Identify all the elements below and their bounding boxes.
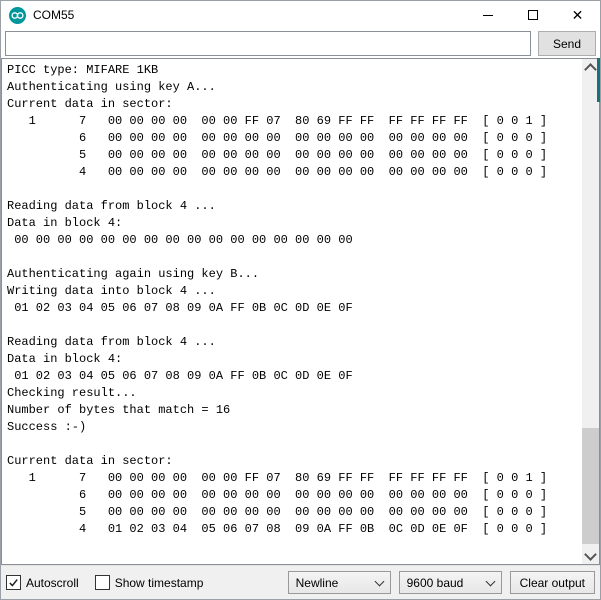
minimize-button[interactable]	[465, 1, 510, 29]
scrollbar-thumb[interactable]	[582, 428, 599, 544]
minimize-icon	[483, 15, 493, 16]
autoscroll-checkbox-group[interactable]	[6, 575, 79, 590]
line-ending-select[interactable]	[288, 571, 391, 594]
chevron-up-icon	[584, 63, 597, 76]
timestamp-label: Show timestamp	[114, 575, 204, 590]
console-line: Writing data into block 4 ...	[7, 284, 216, 298]
console-line: Authenticating using key A...	[7, 80, 216, 94]
console-line	[7, 317, 582, 334]
serial-input[interactable]	[5, 31, 531, 56]
console-line: Number of bytes that match = 16	[7, 403, 231, 417]
console-line: Reading data from block 4 ...	[7, 335, 216, 349]
console-line: 01 02 03 04 05 06 07 08 09 0A FF 0B 0C 0D 0E 0F	[7, 301, 353, 315]
console-line: Success :-)	[7, 420, 87, 434]
console-line: 1 7 00 00 00 00 00 00 FF 07 80 69 FF FF FF FF FF FF [ 0 0 1 ]	[7, 471, 548, 485]
autoscroll-checkbox[interactable]	[6, 575, 21, 590]
console-line: Current data in sector:	[7, 454, 173, 468]
background-window-edge	[597, 58, 600, 102]
close-icon: ✕	[571, 7, 584, 23]
checkmark-icon	[8, 577, 19, 588]
console-line	[7, 181, 582, 198]
console-line: 1 7 00 00 00 00 00 00 FF 07 80 69 FF FF FF FF FF FF [ 0 0 1 ]	[7, 114, 548, 128]
console-line: Data in block 4:	[7, 352, 123, 366]
console-panel	[1, 58, 600, 565]
baud-rate-value: 9600 baud	[406, 575, 464, 590]
send-button[interactable]: Send	[538, 31, 596, 56]
chevron-down-icon	[584, 548, 597, 561]
console-line: 01 02 03 04 05 06 07 08 09 0A FF 0B 0C 0D 0E 0F	[7, 369, 353, 383]
title-bar	[1, 1, 600, 29]
window-controls	[465, 1, 600, 29]
console-line	[7, 249, 582, 266]
send-bar	[1, 29, 600, 58]
console-output[interactable]	[2, 60, 582, 564]
console-line	[7, 436, 582, 453]
console-line: Current data in sector:	[7, 97, 173, 111]
clear-output-button[interactable]: Clear output	[510, 571, 595, 594]
console-line: Checking result...	[7, 386, 137, 400]
console-line: 6 00 00 00 00 00 00 00 00 00 00 00 00 00 00 00 00 [ 0 0 0 ]	[7, 131, 548, 145]
close-button[interactable]	[555, 1, 600, 29]
maximize-button[interactable]	[510, 1, 555, 29]
arduino-icon	[9, 7, 26, 24]
console-line: Authenticating again using key B...	[7, 267, 260, 281]
scroll-down-button[interactable]	[582, 547, 599, 564]
chevron-down-icon	[485, 576, 495, 586]
line-ending-value: Newline	[295, 575, 339, 590]
console-line: 00 00 00 00 00 00 00 00 00 00 00 00 00 00 00 00	[7, 233, 353, 247]
console-line: Reading data from block 4 ...	[7, 199, 216, 213]
infinity-glyph	[11, 11, 24, 20]
autoscroll-label: Autoscroll	[26, 575, 79, 590]
console-line: PICC type: MIFARE 1KB	[7, 63, 159, 77]
timestamp-checkbox[interactable]	[95, 575, 110, 590]
maximize-icon	[528, 10, 538, 20]
console-line: Data in block 4:	[7, 216, 123, 230]
vertical-scrollbar[interactable]	[582, 59, 599, 564]
status-bar	[1, 565, 600, 599]
chevron-down-icon	[374, 576, 384, 586]
console-line: 6 00 00 00 00 00 00 00 00 00 00 00 00 00 00 00 00 [ 0 0 0 ]	[7, 488, 548, 502]
baud-rate-select[interactable]	[399, 571, 502, 594]
console-line: 5 00 00 00 00 00 00 00 00 00 00 00 00 00 00 00 00 [ 0 0 0 ]	[7, 148, 548, 162]
console-line: 5 00 00 00 00 00 00 00 00 00 00 00 00 00 00 00 00 [ 0 0 0 ]	[7, 505, 548, 519]
window-title: COM55	[33, 8, 75, 22]
console-line: 4 00 00 00 00 00 00 00 00 00 00 00 00 00 00 00 00 [ 0 0 0 ]	[7, 165, 548, 179]
console-line: 4 01 02 03 04 05 06 07 08 09 0A FF 0B 0C 0D 0E 0F [ 0 0 0 ]	[7, 522, 548, 536]
timestamp-checkbox-group[interactable]	[95, 575, 204, 590]
